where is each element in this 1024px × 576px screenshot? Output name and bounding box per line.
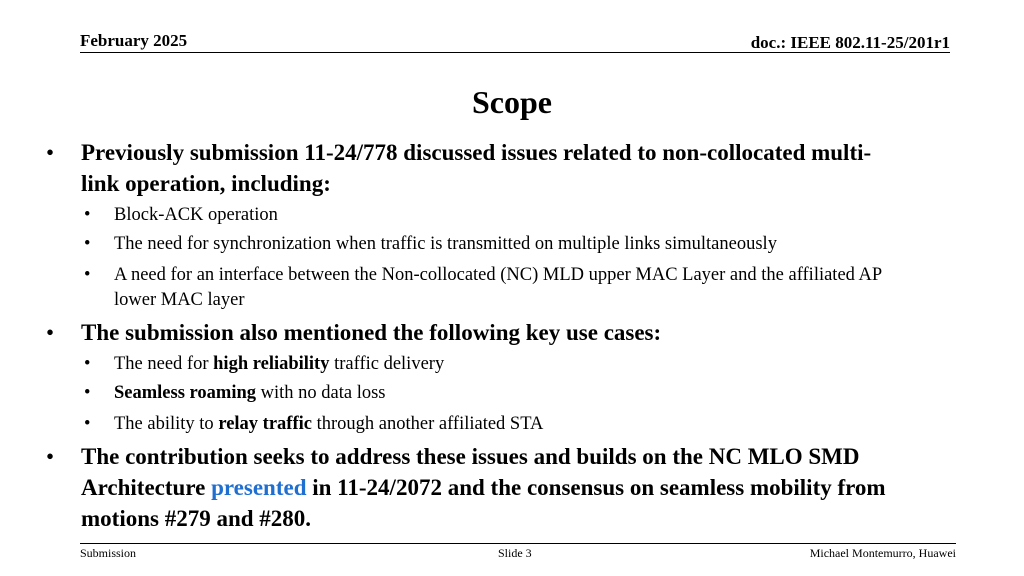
bullet-glyph: • <box>46 320 55 345</box>
bullet-previous-submission <box>46 137 906 199</box>
footer-divider <box>80 543 956 544</box>
sub-bullet-high-reliability <box>46 352 906 377</box>
footer-submission: Submission <box>80 546 137 560</box>
bullet-glyph: • <box>84 205 91 225</box>
sub-bullet-text-post: traffic delivery <box>329 354 445 374</box>
sub-bullet-synchronization <box>46 232 906 257</box>
bullet-text-post: in 11-24/2072 and the consensus on seamless mobility from motions #279 and #280. <box>81 475 886 531</box>
bullet-glyph: • <box>84 354 91 374</box>
bullet-glyph: • <box>84 265 91 285</box>
slide-content <box>46 137 906 534</box>
bullet-text: The submission also mentioned the following key use cases: <box>81 320 662 345</box>
header-doc-id: doc.: IEEE 802.11-25/201r1 <box>750 33 950 52</box>
bullet-glyph: • <box>46 140 55 165</box>
bullet-text-pre: The contribution seeks to address these issues and builds on the NC MLO SMD Architecture <box>81 444 860 500</box>
footer-author: Michael Montemurro, Huawei <box>809 546 956 560</box>
header-date: February 2025 <box>80 31 188 50</box>
bullet-key-use-cases <box>46 317 906 348</box>
sub-bullet-text-post: with no data loss <box>256 383 386 403</box>
sub-bullet-text-post: through another affiliated STA <box>311 414 544 434</box>
sub-bullet-text-pre: The need for <box>114 354 214 374</box>
bullet-glyph: • <box>84 383 91 403</box>
sub-bullet-emphasis: high reliability <box>213 354 330 374</box>
bullet-glyph: • <box>84 234 91 254</box>
sub-bullet-emphasis: relay traffic <box>218 414 312 434</box>
sub-bullet-interface <box>46 263 906 313</box>
sub-bullet-text-pre: The ability to <box>114 414 219 434</box>
sub-bullet-text: Block-ACK operation <box>114 205 278 225</box>
sub-bullet-block-ack <box>46 203 906 228</box>
sub-bullet-relay-traffic <box>46 412 906 437</box>
bullet-glyph: • <box>84 414 91 434</box>
bullet-contribution <box>46 441 906 534</box>
footer-slide-number: Slide 3 <box>498 546 532 560</box>
sub-bullet-text: A need for an interface between the Non-collocated (NC) MLD upper MAC Layer and the affiliated AP lower MAC layer <box>114 265 882 310</box>
sub-bullet-seamless-roaming <box>46 381 906 406</box>
slide-title: Scope <box>472 84 552 120</box>
presented-link[interactable]: presented <box>211 475 307 500</box>
bullet-text: Previously submission 11-24/778 discussed issues related to non-collocated multi-link operation, including: <box>81 140 872 196</box>
header-divider <box>80 52 950 53</box>
sub-bullet-emphasis: Seamless roaming <box>114 383 257 403</box>
bullet-glyph: • <box>46 444 55 469</box>
sub-bullet-text: The need for synchronization when traffic is transmitted on multiple links simultaneously <box>114 234 777 254</box>
